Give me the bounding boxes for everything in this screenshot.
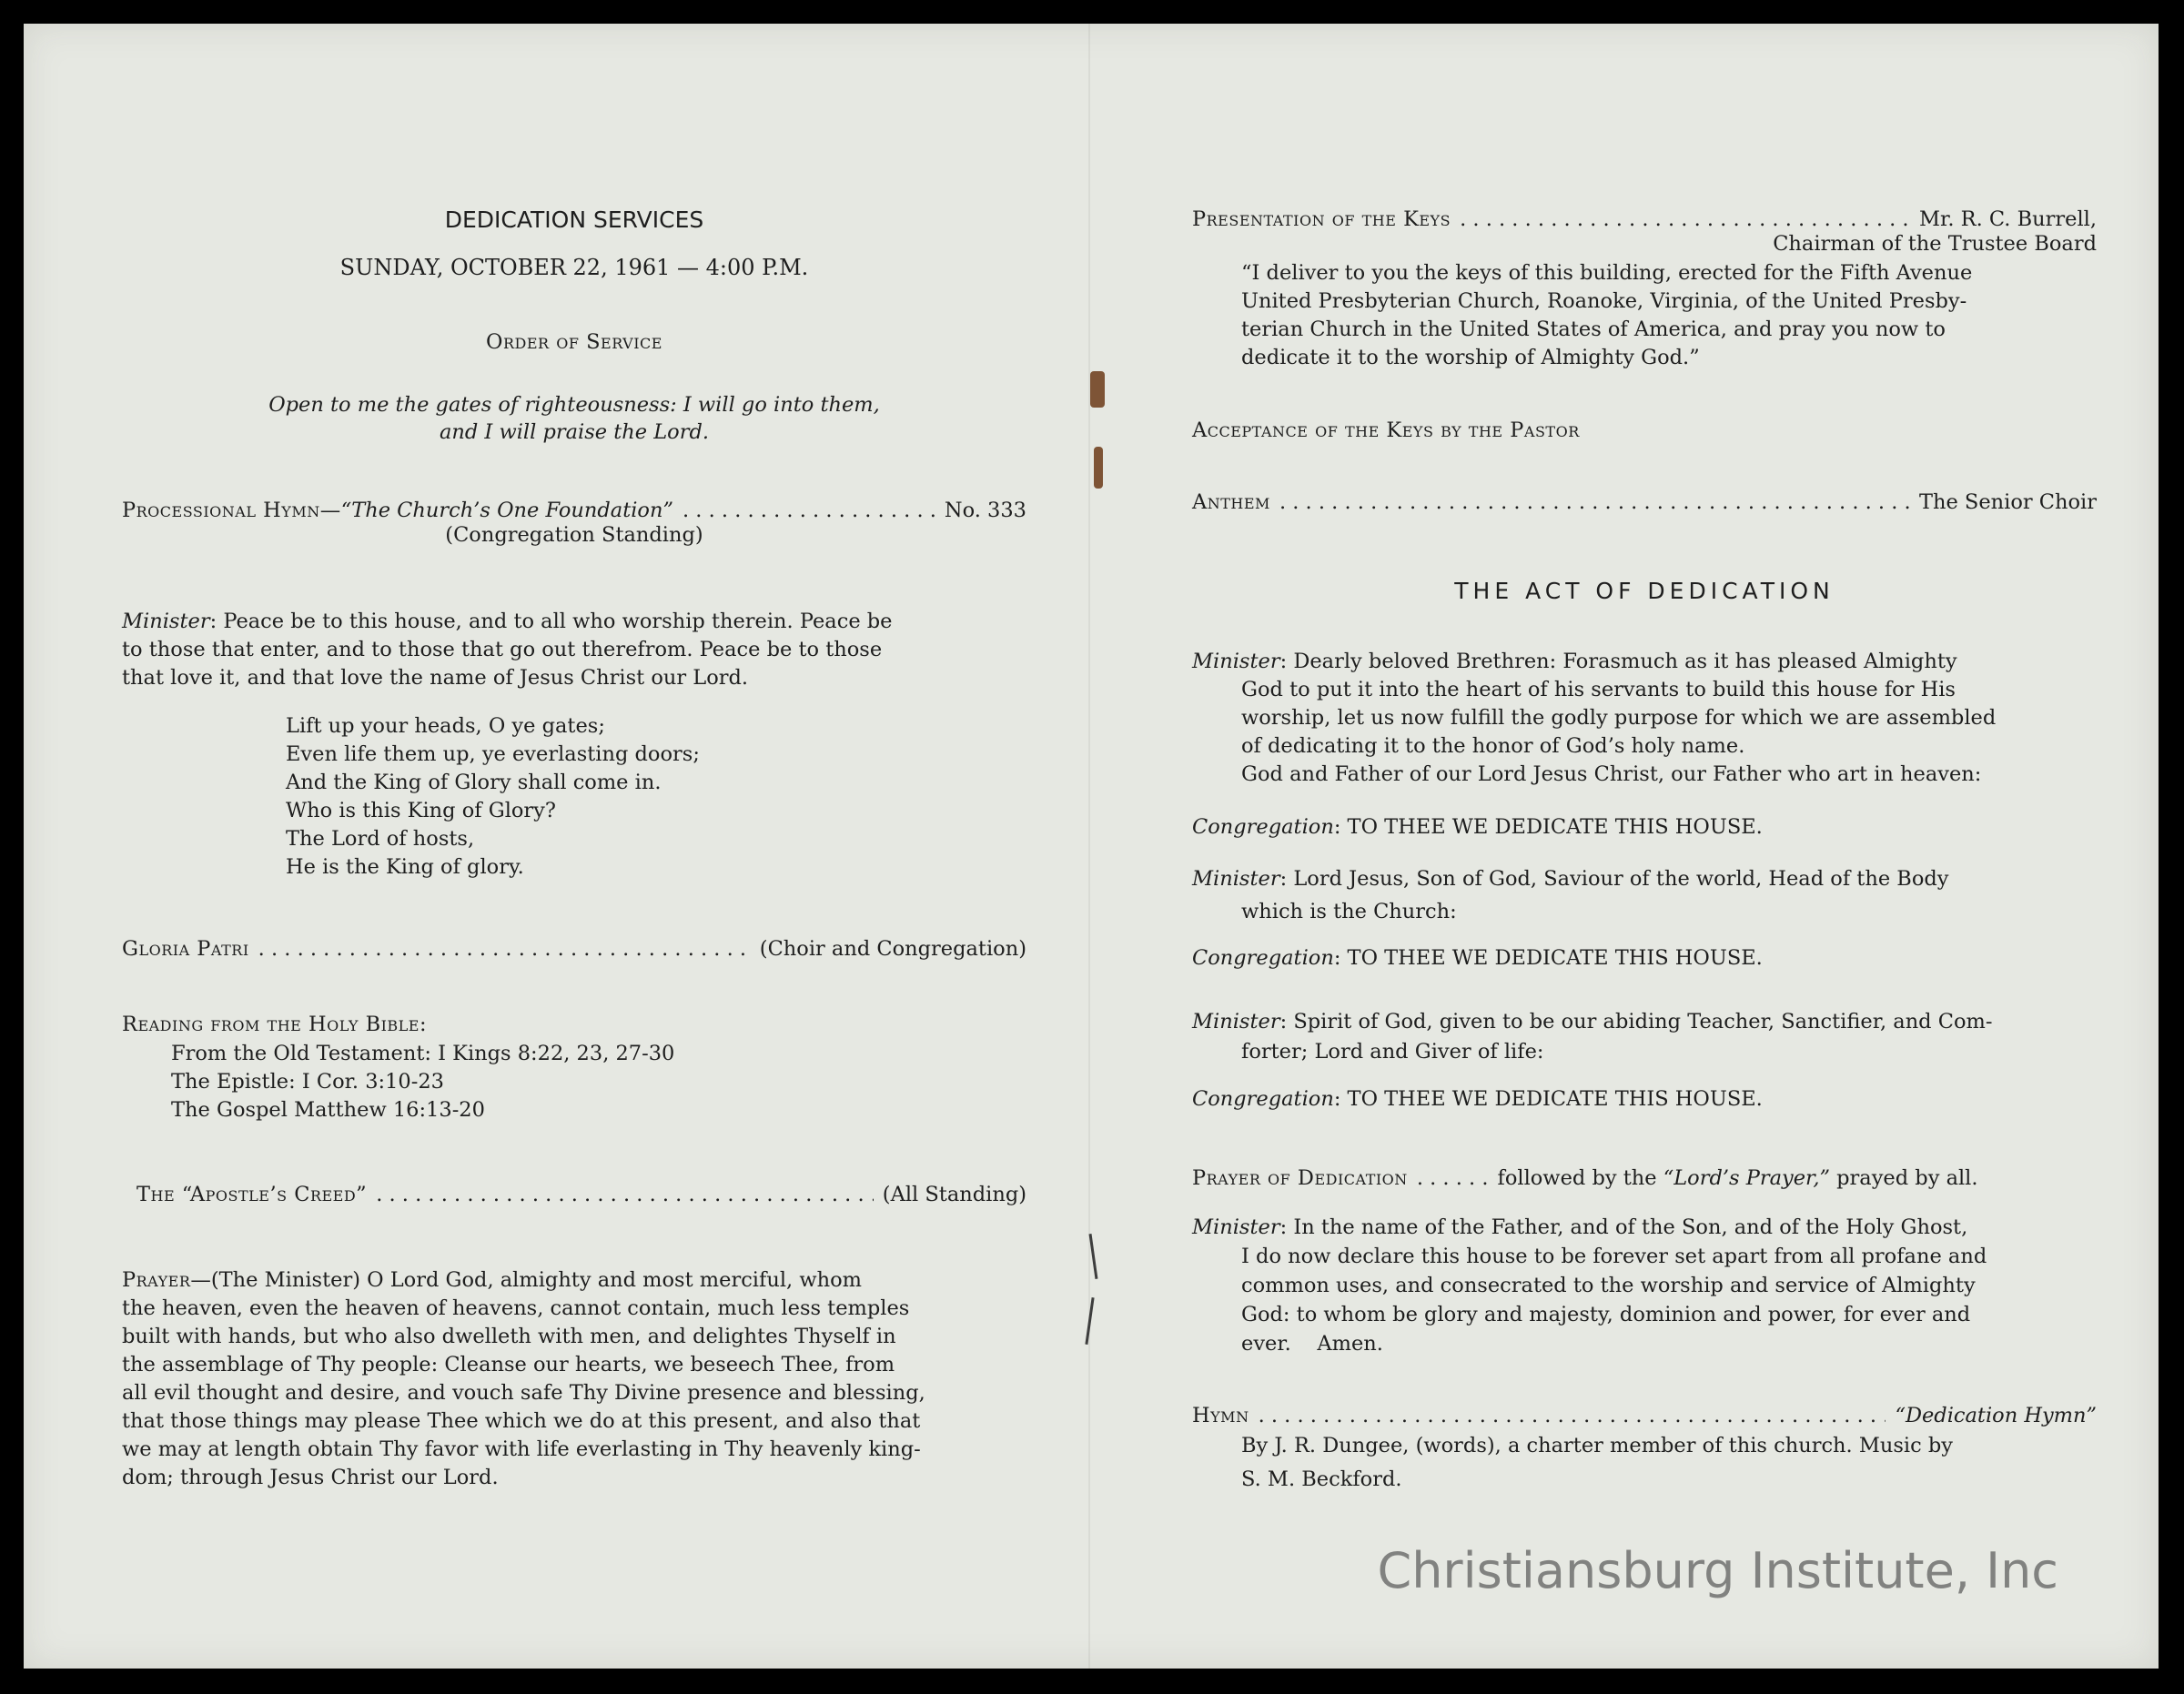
dedication-minister-4-line-5: ever. Amen. <box>1241 1332 1383 1356</box>
gloria-label: Gloria Patri <box>122 937 249 961</box>
prayer-line-2: the heaven, even the heaven of heavens, cannot contain, much less temples <box>122 1296 910 1320</box>
dedication-minister-1-line-1: Minister: Dearly beloved Brethren: Forasmuch as it has pleased Almighty <box>1192 650 1957 673</box>
prayer-line-3: built with hands, but who also dwelleth with men, and delightes Thyself in <box>122 1325 896 1348</box>
psalm-line-1: Lift up your heads, O ye gates; <box>286 714 605 738</box>
acceptance-of-keys: Acceptance of the Keys by the Pastor <box>1192 418 1580 442</box>
congregation-response-2: Congregation: TO THEE WE DEDICATE THIS HOUSE. <box>1192 946 1763 970</box>
dedication-minister-1-line-5: God and Father of our Lord Jesus Christ, our Father who art in heaven: <box>1241 762 1982 786</box>
creed-value: (All Standing) <box>882 1183 1026 1206</box>
processional-number: No. 333 <box>944 499 1026 522</box>
congregation-label: Congregation <box>1192 946 1334 970</box>
hymn-credit-1: By J. R. Dungee, (words), a charter member of this church. Music by <box>1241 1434 1953 1457</box>
rust-stain-top <box>1090 371 1105 408</box>
leader-dots <box>376 1181 874 1209</box>
keys-quote-3: terian Church in the United States of America, and pray you now to <box>1241 318 1946 341</box>
staple-mark-upper <box>1089 1234 1098 1279</box>
minister-label: Minister <box>122 610 210 633</box>
prayer-line-4: the assemblage of Thy people: Cleanse our hearts, we beseech Thee, from <box>122 1353 895 1376</box>
prayer-line-7: we may at length obtain Thy favor with life everlasting in Thy heavenly king- <box>122 1437 921 1461</box>
watermark: Christiansburg Institute, Inc <box>1377 1542 2058 1599</box>
prayer-of-dedication: Prayer of Dedication . . . . . . followed by the “Lord’s Prayer,” prayed by all. <box>1192 1165 2097 1193</box>
psalm-line-2: Even life them up, ye everlasting doors; <box>286 742 700 766</box>
keys-quote-4: dedicate it to the worship of Almighty God.” <box>1241 346 1700 369</box>
anthem <box>1192 489 2097 517</box>
congregation-response-1: Congregation: TO THEE WE DEDICATE THIS HOUSE. <box>1192 815 1763 839</box>
creed-label: The “Apostle’s Creed” <box>136 1183 368 1206</box>
prayer-label: Prayer <box>122 1268 191 1292</box>
minister-label: Minister <box>1192 867 1280 891</box>
keys-quote-2: United Presbyterian Church, Roanoke, Virginia, of the United Presby- <box>1241 289 1967 313</box>
hymn-label: Hymn <box>1192 1404 1249 1427</box>
leader-dots: . . . . . . <box>1416 1166 1489 1190</box>
service-date: SUNDAY, OCTOBER 22, 1961 — 4:00 P.M. <box>339 255 809 280</box>
minister-line-1: Minister: Peace be to this house, and to all who worship therein. Peace be <box>122 610 893 633</box>
keys-quote-1: “I deliver to you the keys of this building, erected for the Fifth Avenue <box>1241 261 1973 285</box>
reading-item-3: The Gospel Matthew 16:13-20 <box>171 1098 485 1122</box>
prayer-line-1: Prayer—(The Minister) O Lord God, almighty and most merciful, whom <box>122 1268 862 1292</box>
congregation-response-3: Congregation: TO THEE WE DEDICATE THIS HOUSE. <box>1192 1087 1763 1111</box>
processional-title: “The Church’s One Foundation” <box>340 499 673 522</box>
congregation-label: Congregation <box>1192 1087 1334 1111</box>
rust-stain-middle <box>1094 447 1103 489</box>
scripture-line-2: and I will praise the Lord. <box>439 420 710 444</box>
dedication-hymn <box>1192 1402 2097 1430</box>
reading-label: Reading from the Holy Bible: <box>122 1013 428 1036</box>
dedication-minister-1-line-2: God to put it into the heart of his servants to build this house for His <box>1241 678 1956 701</box>
scripture-line-1: Open to me the gates of righteousness: I will go into them, <box>268 393 880 417</box>
order-of-service-heading: Order of Service <box>486 330 662 354</box>
minister-label: Minister <box>1192 1215 1280 1239</box>
minister-line-3: that love it, and that love the name of Jesus Christ our Lord. <box>122 666 749 690</box>
dedication-minister-1-line-3: worship, let us now fulfill the godly purpose for which we are assembled <box>1241 706 1997 730</box>
keys-label: Presentation of the Keys <box>1192 207 1451 231</box>
dedication-minister-4-line-1: Minister: In the name of the Father, and of the Son, and of the Holy Ghost, <box>1192 1215 1968 1239</box>
dedication-minister-2-line-1: Minister: Lord Jesus, Son of God, Saviour of the world, Head of the Body <box>1192 867 1949 891</box>
dedication-minister-4-line-2: I do now declare this house to be forever set apart from all profane and <box>1241 1245 1987 1268</box>
anthem-value: The Senior Choir <box>1918 490 2097 514</box>
dedication-minister-4-line-4: God: to whom be glory and majesty, dominion and power, for ever and <box>1241 1303 1971 1326</box>
leader-dots <box>1259 1402 1886 1430</box>
hymn-value: “Dedication Hymn” <box>1895 1404 2097 1427</box>
dedication-minister-2-line-2: which is the Church: <box>1241 900 1457 923</box>
apostles-creed <box>136 1181 1026 1209</box>
act-of-dedication-heading: THE ACT OF DEDICATION <box>1454 578 1835 604</box>
reading-item-1: From the Old Testament: I Kings 8:22, 23, 27-30 <box>171 1042 675 1065</box>
processional-note: (Congregation Standing) <box>445 523 703 547</box>
prayer-dedication-label: Prayer of Dedication <box>1192 1166 1408 1190</box>
psalm-line-3: And the King of Glory shall come in. <box>286 771 662 794</box>
dedication-minister-1-line-4: of dedicating it to the honor of God’s holy name. <box>1241 734 1745 758</box>
minister-label: Minister <box>1192 650 1280 673</box>
dedication-minister-4-line-3: common uses, and consecrated to the worship and service of Almighty <box>1241 1274 1976 1297</box>
leader-dots <box>258 935 751 963</box>
dedication-minister-3-line-2: forter; Lord and Giver of life: <box>1241 1040 1544 1064</box>
congregation-label: Congregation <box>1192 815 1334 839</box>
psalm-line-5: The Lord of hosts, <box>286 827 475 851</box>
psalm-line-6: He is the King of glory. <box>286 855 524 879</box>
gloria-patri <box>122 935 1026 963</box>
program-sheet <box>24 24 2159 1669</box>
leader-dots <box>1279 489 1910 517</box>
keys-subtitle: Chairman of the Trustee Board <box>1773 232 2097 256</box>
page-title: DEDICATION SERVICES <box>444 207 704 233</box>
minister-line-2: to those that enter, and to those that go out therefrom. Peace be to those <box>122 638 883 661</box>
gloria-value: (Choir and Congregation) <box>759 937 1026 961</box>
prayer-line-5: all evil thought and desire, and vouch safe Thy Divine presence and blessing, <box>122 1381 925 1405</box>
dedication-minister-3-line-1: Minister: Spirit of God, given to be our abiding Teacher, Sanctifier, and Com- <box>1192 1010 1993 1034</box>
anthem-label: Anthem <box>1192 490 1270 514</box>
keys-value: Mr. R. C. Burrell, <box>1919 207 2097 231</box>
hymn-credit-2: S. M. Beckford. <box>1241 1467 1402 1491</box>
psalm-line-4: Who is this King of Glory? <box>286 799 556 822</box>
prayer-line-6: that those things may please Thee which we do at this present, and also that <box>122 1409 921 1433</box>
processional-label: Processional Hymn— <box>122 499 341 522</box>
reading-item-2: The Epistle: I Cor. 3:10-23 <box>171 1070 444 1094</box>
prayer-line-8: dom; through Jesus Christ our Lord. <box>122 1466 499 1489</box>
minister-label: Minister <box>1192 1010 1280 1034</box>
